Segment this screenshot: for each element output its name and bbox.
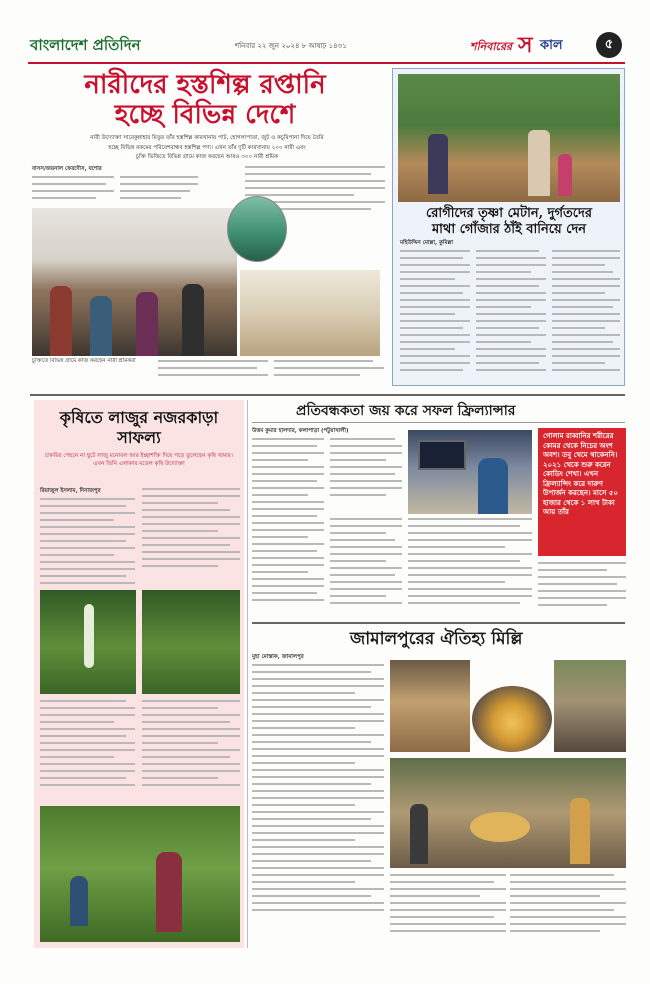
story1-column-4	[158, 360, 268, 382]
story4-pull-quote: গোলাম রাব্বানির শরীরের কোমর থেকে নিচের অংশ অবশ। তবু থেমে থাকেননি। ২০২১ থেকে শুরু করেন কোডিং শেখা। এখন ফ্রিল্যান্সিং করে দারুণ উপার্জন করছেন। মাসে ৫০ হাজার থেকে ১ লাখ টাকা আয় তাঁর	[538, 428, 626, 556]
story2-headline-line2: মাথা গোঁজার ঠাঁই বানিয়ে দেন	[431, 222, 587, 237]
person-figure	[410, 804, 428, 864]
worker-figure	[50, 286, 72, 356]
section-brand	[470, 30, 578, 56]
bottle-gourd	[84, 604, 94, 668]
child-figure	[558, 154, 572, 196]
story3-column-3	[40, 700, 135, 800]
freelancer-figure	[478, 458, 508, 514]
story1-subhead-line1: নারী উদ্যোক্তা সাবেকুন্নাহার মিতুর তাঁর হস্তশিল্প কারখানায় পাট, হোগলাপাতা, জুট ও কচুরিপানা দিয়ে তৈরি	[90, 135, 324, 141]
story5-byline: মুহা মোস্তাক, জামালপুর	[252, 654, 304, 660]
farmer-figure	[70, 876, 88, 926]
feast-serving-photo	[390, 758, 626, 868]
story3-column-2	[142, 488, 240, 584]
story4-column-2	[330, 438, 402, 508]
column-divider	[247, 400, 248, 948]
man-figure	[428, 134, 448, 194]
section-brand-suffix: কাল	[540, 38, 563, 53]
story1-subhead	[32, 134, 382, 163]
newspaper-logo: বাংলাদেশ প্রতিদিন	[30, 36, 141, 54]
story3-headline-line1: কৃষিতে লাজুর নজরকাড়া	[59, 408, 219, 427]
story1-column-2	[120, 176, 198, 206]
entrepreneur-portrait	[227, 196, 287, 262]
story5-column-1	[252, 664, 384, 934]
gourd-vine-photo	[142, 590, 240, 694]
masthead	[0, 0, 650, 62]
farmers-field-photo	[40, 806, 240, 942]
masthead-rule	[28, 62, 625, 64]
story3-headline	[36, 408, 242, 448]
issue-date: শনিবার ২২ জুন ২০২৪ ৮ আষাঢ় ১৪৩১	[235, 42, 347, 50]
story2-column-3	[552, 250, 620, 382]
story4-column-5	[538, 562, 626, 618]
story3-column-4	[142, 700, 240, 800]
worker-figure	[182, 284, 204, 356]
story5-column-3	[510, 874, 626, 938]
villagers-photo	[554, 660, 626, 752]
person-figure	[570, 798, 590, 864]
milli-dish-photo	[472, 686, 552, 752]
story1-column-1	[32, 176, 114, 206]
farmer-figure	[156, 852, 182, 932]
story3-subhead: চাকরির পেছনে না ছুটে লাজু মনোবল আর ইচ্ছাশক্তি দিয়ে গড়ে তুলেছেন কৃষি খামার। এখন তিনি এলাকার মডেল কৃষি উদ্যোক্তা	[45, 453, 233, 467]
story3-headline-line2: সাফল্য	[117, 428, 161, 447]
handicraft-products-photo	[240, 270, 380, 356]
story2-headline-line1: রোগীদের তৃষ্ণা মেটান, দুর্গতদের	[426, 206, 592, 221]
cooking-photo	[390, 660, 470, 752]
story5-top-rule	[252, 622, 625, 624]
family-hut-photo	[398, 74, 620, 202]
story4-rule	[252, 422, 625, 423]
section-divider	[30, 394, 625, 396]
story1-column-5	[274, 360, 384, 382]
story1-byline: বাসস/জয়নাল ফেরদৌস, যশোর	[32, 166, 102, 172]
story1-headline-line1: নারীদের হস্তশিল্প রপ্তানি	[84, 70, 326, 100]
computer-monitor	[418, 440, 466, 470]
story1-headline-line2: হচ্ছে বিভিন্ন দেশে	[114, 100, 296, 130]
story1-subhead-line2: হচ্ছে বিভিন্ন রকমের পরিবেশবান্ধব হস্তশিল্প পণ্য। এখন তাঁর দুটি কারখানায় ২০০ নারী এবং	[108, 144, 306, 151]
page-number: ৫	[596, 32, 622, 58]
story2-headline	[398, 206, 620, 238]
woman-figure	[528, 130, 550, 196]
story2-byline: মহিউদ্দিন মোল্লা, কুমিল্লা	[400, 240, 454, 246]
workshop-photo	[32, 208, 237, 356]
worker-figure	[90, 296, 112, 356]
story1-subhead-line3: চুক্তি ভিত্তিতে বিভিন্ন গ্রামে কাজ করছেন আরও ৩০০ নারী শ্রমিক	[135, 154, 279, 160]
story4-byline: উত্তম কুমার হালদার, কলাপাড়া (পটুয়াখালী)	[252, 428, 349, 434]
story4-headline: প্রতিবন্ধকতা জয় করে সফল ফ্রিল্যান্সার	[296, 403, 516, 419]
cooking-pot	[470, 812, 530, 842]
story5-column-2	[390, 874, 506, 938]
story1-headline	[30, 70, 380, 130]
section-brand-mark: স	[518, 32, 533, 58]
story4-column-1	[252, 438, 324, 618]
section-brand-prefix: শনিবারের	[470, 40, 513, 53]
story2-column-2	[476, 250, 546, 382]
story4-column-4	[408, 518, 532, 618]
gourd-plant-photo	[40, 590, 136, 694]
story3-column-1	[40, 498, 135, 598]
story1-caption: চুক্তিতে বিভিন্ন গ্রামে কাজ করছেন নারী শ্রমিকরা	[32, 358, 136, 364]
story4-column-3	[330, 518, 402, 618]
freelancer-photo	[408, 430, 532, 514]
story3-byline: রিয়াজুল ইসলাম, দিনাজপুর	[40, 488, 101, 494]
story5-headline: জামালপুরের ঐতিহ্য মিল্লি	[350, 629, 523, 649]
story2-column-1	[400, 250, 470, 382]
worker-figure	[136, 292, 158, 356]
